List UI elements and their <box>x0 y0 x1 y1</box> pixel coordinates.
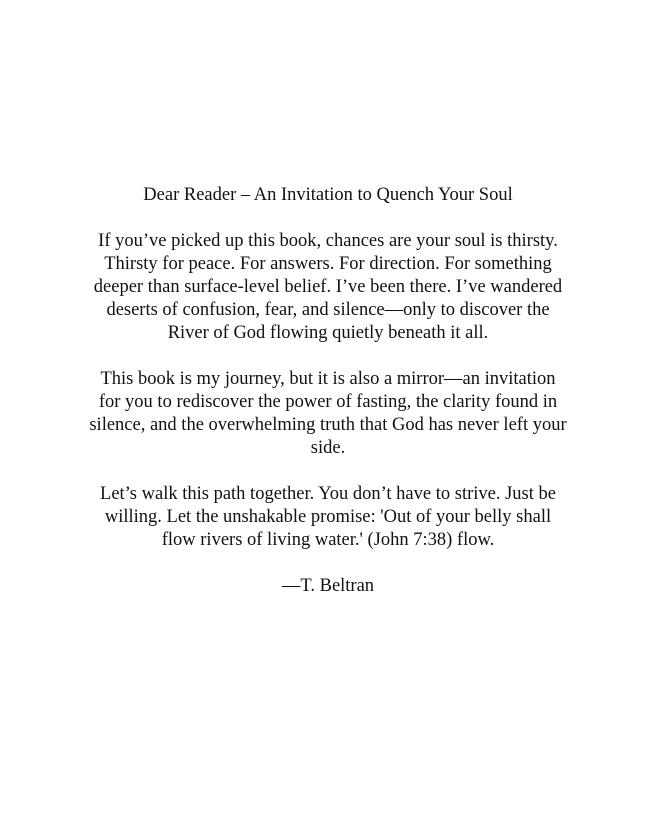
paragraph-2: This book is my journey, but it is also a mirror—an invitation for you to rediscover the power of fasting, the clarity found in silence, and the overwhelming truth that God has never left your side. <box>89 369 567 458</box>
letter-body <box>88 184 568 598</box>
signature: —T. Beltran <box>281 576 375 596</box>
paragraph-3: Let’s walk this path together. You don’t have to strive. Just be willing. Let the unshakable promise: 'Out of your belly shall flow rivers of living water.' (John 7:38) flow. <box>100 484 556 550</box>
letter-title: Dear Reader – An Invitation to Quench Your Soul <box>143 185 513 205</box>
paragraph-1: If you’ve picked up this book, chances are your soul is thirsty. Thirsty for peace. For answers. For direction. For something deeper than surface-level belief. I’ve been there. I’ve wandered deserts of confusion, fear, and silence—only to discover the River of God flowing quietly beneath it all. <box>93 231 563 343</box>
